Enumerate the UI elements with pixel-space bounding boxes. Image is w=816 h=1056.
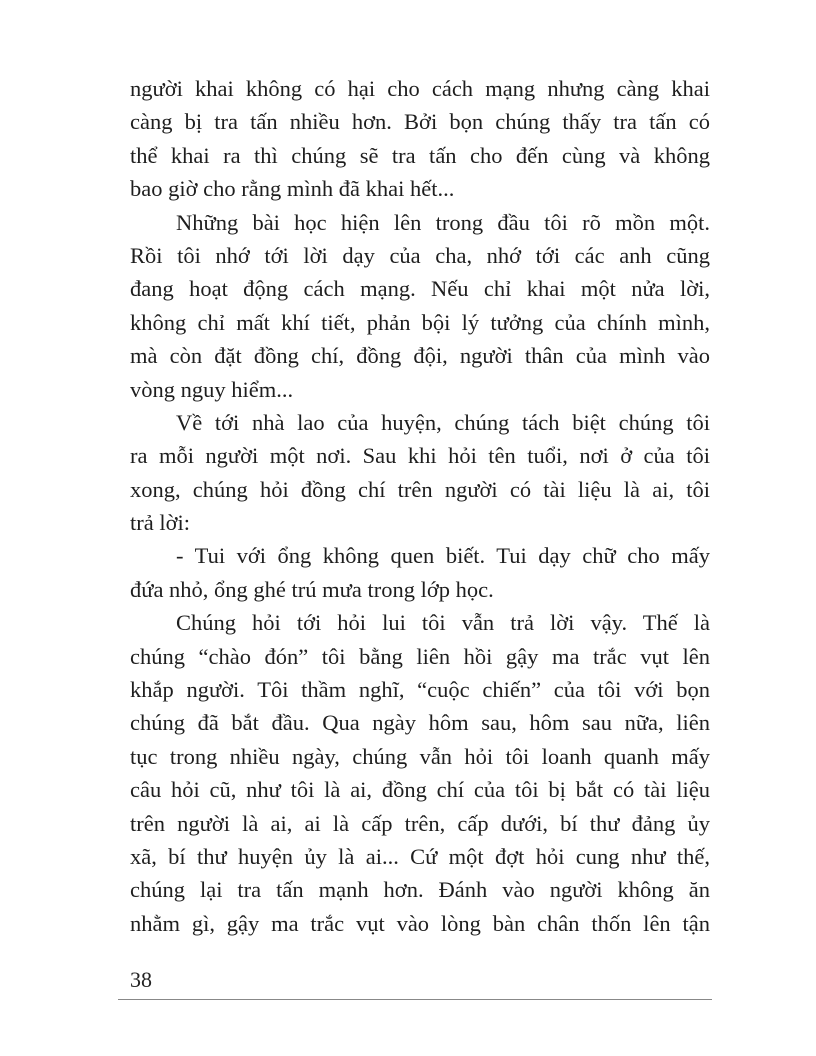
text-line: - Tui với ổng không quen biết. Tui dạy chữ cho mấy xyxy=(176,543,710,569)
text-line: không chỉ mất khí tiết, phản bội lý tưởng của chính mình, xyxy=(130,309,710,335)
footer-rule xyxy=(118,999,712,1000)
text-line: càng bị tra tấn nhiều hơn. Bởi bọn chúng thấy tra tấn có xyxy=(130,109,710,135)
text-line: đang hoạt động cách mạng. Nếu chỉ khai một nửa lời, xyxy=(130,276,710,302)
text-line: Rồi tôi nhớ tới lời dạy của cha, nhớ tới các anh cũng xyxy=(130,242,710,268)
text-line: trên người là ai, ai là cấp trên, cấp dưới, bí thư đảng ủy xyxy=(130,810,710,836)
text-line: tục trong nhiều ngày, chúng vẫn hỏi tôi loanh quanh mấy xyxy=(130,743,710,769)
text-line: khắp người. Tôi thầm nghĩ, “cuộc chiến” của tôi với bọn xyxy=(130,677,710,703)
text-line: thể khai ra thì chúng sẽ tra tấn cho đến cùng và không xyxy=(130,142,710,168)
text-line: mà còn đặt đồng chí, đồng đội, người thân của mình vào xyxy=(130,343,710,369)
text-line: bao giờ cho rằng mình đã khai hết... xyxy=(130,176,455,202)
text-line: chúng lại tra tấn mạnh hơn. Đánh vào người không ăn xyxy=(130,877,710,903)
text-line: xong, chúng hỏi đồng chí trên người có tài liệu là ai, tôi xyxy=(130,476,710,502)
text-line: ra mỗi người một nơi. Sau khi hỏi tên tuổi, nơi ở của tôi xyxy=(130,443,710,469)
text-line: trả lời: xyxy=(130,510,191,536)
text-line: Về tới nhà lao của huyện, chúng tách biệt chúng tôi xyxy=(176,409,710,435)
text-line: vòng nguy hiểm... xyxy=(130,376,294,402)
text-line: đứa nhỏ, ổng ghé trú mưa trong lớp học. xyxy=(130,576,494,602)
text-line: chúng “chào đón” tôi bằng liên hồi gậy ma trắc vụt lên xyxy=(130,643,710,669)
text-line: chúng đã bắt đầu. Qua ngày hôm sau, hôm sau nữa, liên xyxy=(130,710,710,736)
text-line: câu hỏi cũ, như tôi là ai, đồng chí của tôi bị bắt có tài liệu xyxy=(130,777,710,803)
body-text xyxy=(130,72,710,940)
text-line: Những bài học hiện lên trong đầu tôi rõ mồn một. xyxy=(176,209,710,235)
text-line: nhằm gì, gậy ma trắc vụt vào lòng bàn chân thốn lên tận xyxy=(130,910,710,936)
text-line: Chúng hỏi tới hỏi lui tôi vẫn trả lời vậy. Thế là xyxy=(176,610,710,636)
text-line: người khai không có hại cho cách mạng nhưng càng khai xyxy=(130,76,710,101)
text-line: xã, bí thư huyện ủy là ai... Cứ một đợt hỏi cung như thế, xyxy=(130,843,710,869)
page-number: 38 xyxy=(130,968,152,987)
